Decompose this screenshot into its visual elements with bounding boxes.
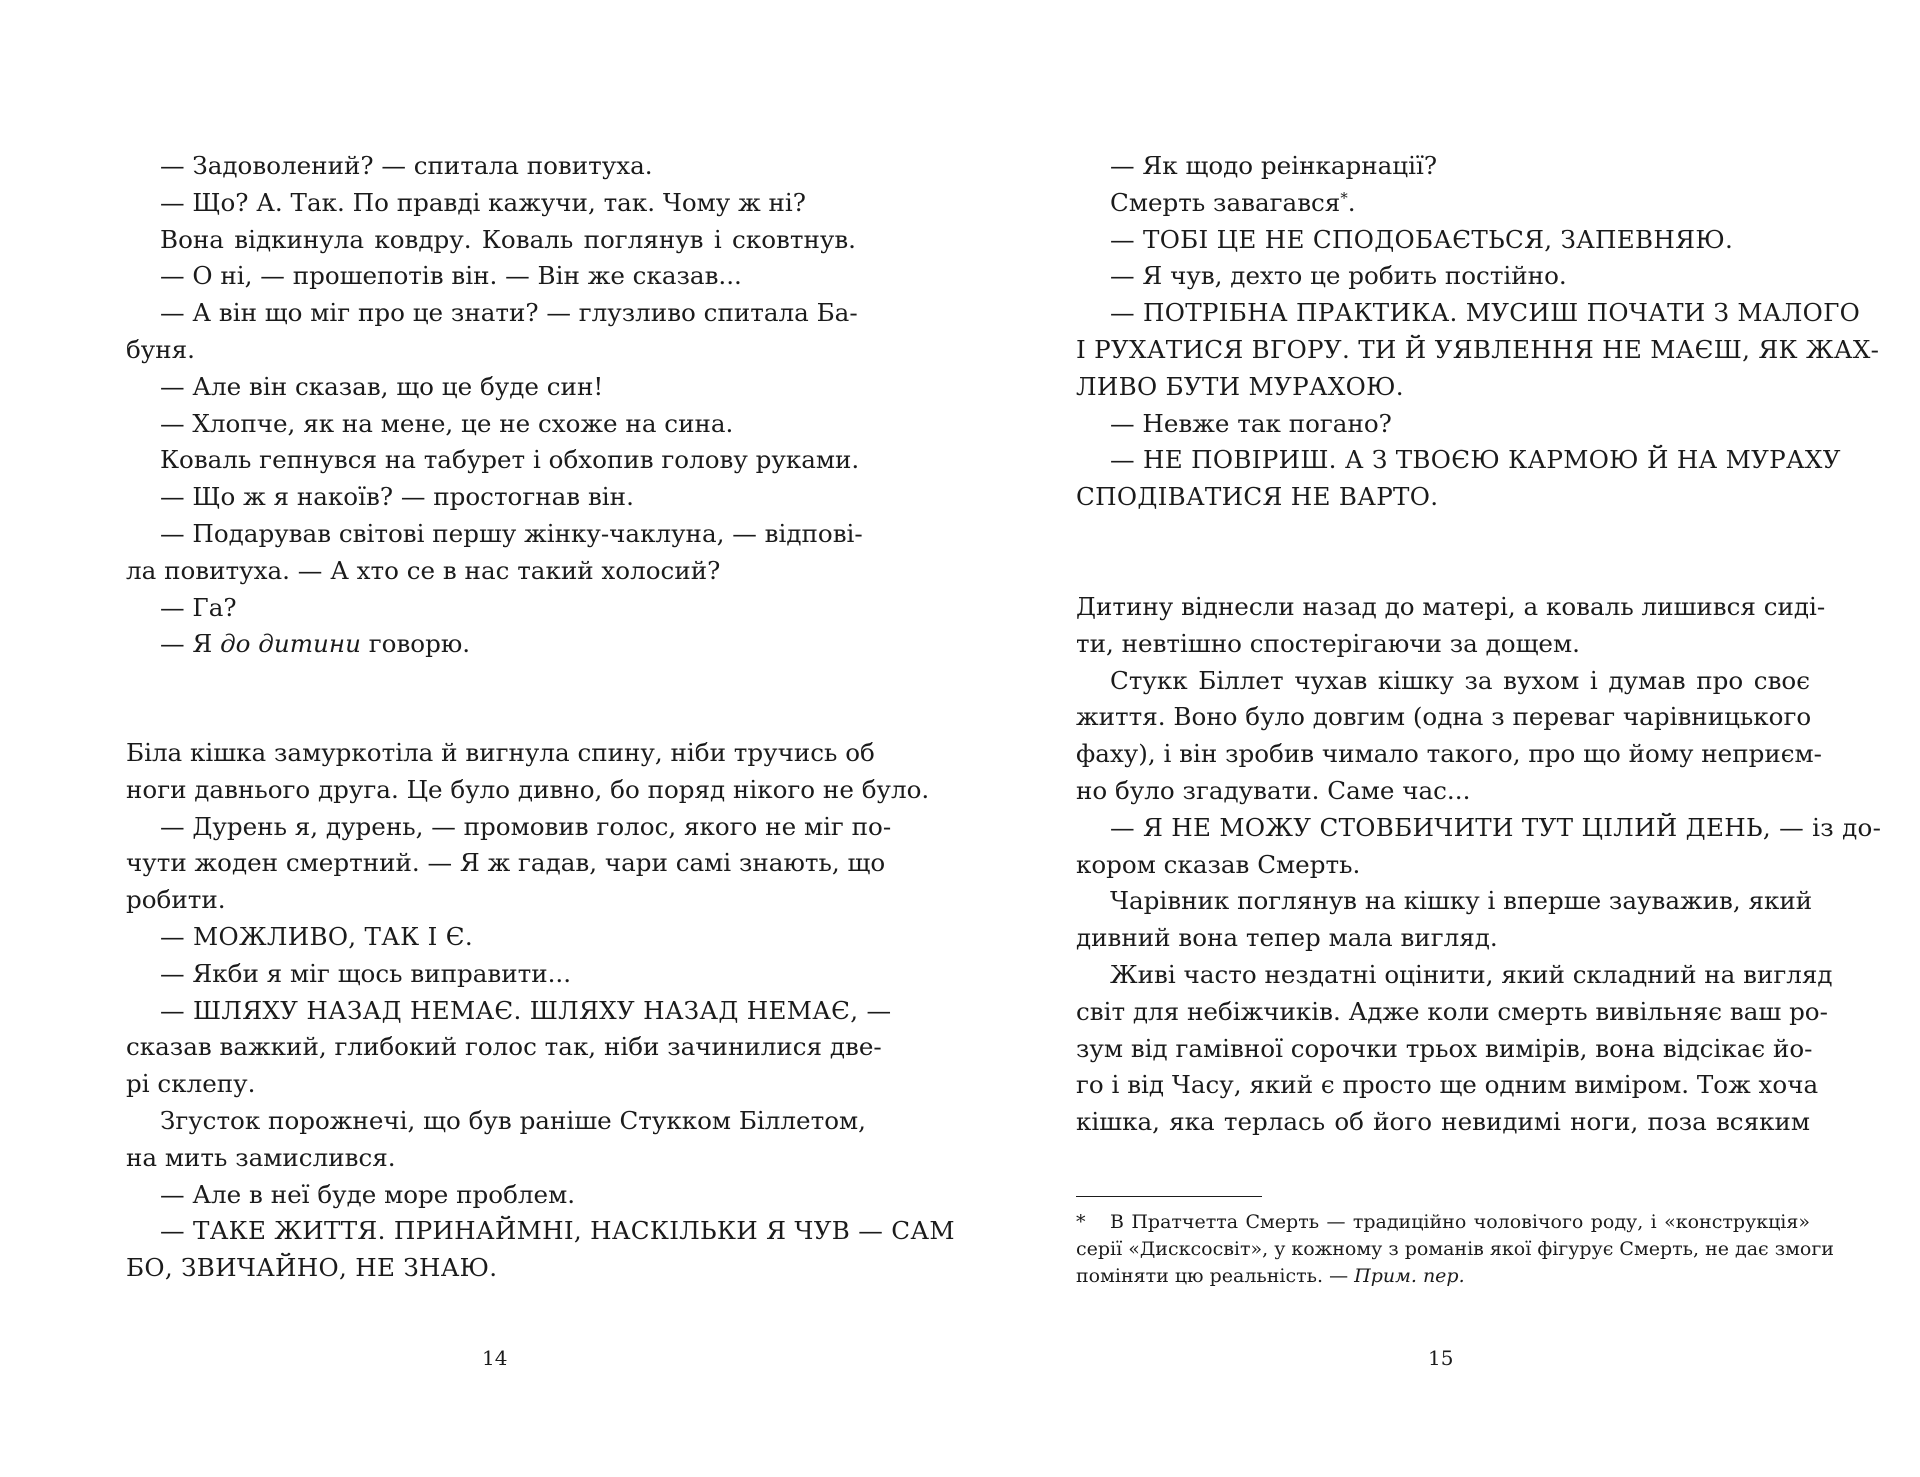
text-line: БО, ЗВИЧАЙНО, НЕ ЗНАЮ.: [126, 1253, 498, 1283]
text-line: — А він що міг про це знати? — глузливо спитала Ба-: [160, 298, 858, 328]
text-fragment: говорю.: [360, 629, 471, 659]
left-bottom-text: [126, 735, 955, 1287]
text-line: Живі часто нездатні оцінити, який складний на вигляд: [1110, 959, 1833, 989]
text-line: Дитину віднесли назад до матері, а коваль лишився сиді-: [1076, 592, 1826, 621]
text-line: — МОЖЛИВО, ТАК І Є.: [160, 921, 473, 951]
text-line: — ПОТРІБНА ПРАКТИКА. МУСИШ ПОЧАТИ З МАЛОГО: [1110, 298, 1861, 328]
text-line: — Але в неї буде море проблем.: [160, 1179, 576, 1209]
footnote-mark: *: [1076, 1211, 1086, 1233]
text-line: — Що ж я накоїв? — простогнав він.: [160, 482, 634, 512]
text-line: дивний вона тепер мала вигляд.: [1076, 923, 1498, 953]
text-line: кішка, яка терлась об його невидимі ноги, поза всяким: [1076, 1107, 1810, 1137]
footnote-text: поміняти цю реальність. —: [1076, 1265, 1355, 1287]
text-fragment: Смерть завагався: [1110, 187, 1341, 217]
left-top-text: [126, 148, 863, 663]
text-line: на мить замислився.: [126, 1142, 396, 1172]
text-line: сказав важкий, глибокий голос так, ніби зачинилися две-: [126, 1032, 882, 1062]
text-line: [1076, 185, 1810, 222]
text-line: — Я чув, дехто це робить постійно.: [1110, 261, 1567, 291]
text-line: рі склепу.: [126, 1069, 256, 1099]
text-line: СПОДІВАТИСЯ НЕ ВАРТО.: [1076, 482, 1439, 512]
footnote-line: [1076, 1209, 1810, 1236]
footnote-divider: [1076, 1196, 1262, 1197]
italic-text: до дитини: [220, 629, 361, 659]
footnote: [1076, 1209, 1834, 1290]
text-line: ла повитуха. — А хто се в нас такий холосий?: [126, 555, 721, 585]
footnote-mark: *: [1340, 189, 1348, 207]
text-line: — Я НЕ МОЖУ СТОВБИЧИТИ ТУТ ЦІЛИЙ ДЕНЬ, — із до-: [1110, 812, 1882, 842]
text-line: робити.: [126, 885, 226, 915]
text-line: — Але він сказав, що це буде син!: [160, 371, 604, 401]
page-number: 14: [482, 1346, 508, 1370]
text-line: — ТАКЕ ЖИТТЯ. ПРИНАЙМНІ, НАСКІЛЬКИ Я ЧУВ — САМ: [160, 1216, 955, 1246]
right-page: [1076, 0, 1882, 1477]
text-line: Коваль гепнувся на табурет і обхопив голову руками.: [160, 445, 860, 475]
text-line: Біла кішка замуркотіла й вигнула спину, ніби тручись об: [126, 738, 875, 767]
right-bottom-text: [1076, 589, 1882, 1141]
footnote-line: серії «Дисксосвіт», у кожному з романів якої фігурує Смерть, не дає змоги: [1076, 1238, 1834, 1260]
text-line: — О ні, — прошепотів він. — Він же сказав...: [160, 261, 742, 291]
text-line: — НЕ ПОВІРИШ. А З ТВОЄЮ КАРМОЮ Й НА МУРАХУ: [1110, 445, 1841, 475]
text-line: Згусток порожнечі, що був раніше Стукком Біллетом,: [160, 1105, 866, 1135]
text-line: — ТОБІ ЦЕ НЕ СПОДОБАЄТЬСЯ, ЗАПЕВНЯЮ.: [1110, 224, 1734, 254]
text-line: — ШЛЯХУ НАЗАД НЕМАЄ. ШЛЯХУ НАЗАД НЕМАЄ, —: [160, 995, 892, 1025]
text-line: Стукк Біллет чухав кішку за вухом і думав про своє: [1110, 665, 1810, 695]
text-line: І РУХАТИСЯ ВГОРУ. ТИ Й УЯВЛЕННЯ НЕ МАЄШ, ЯК ЖАХ-: [1076, 334, 1880, 364]
text-line: го і від Часу, який є просто ще одним виміром. Тож хоча: [1076, 1070, 1819, 1100]
text-fragment: — Я: [160, 629, 221, 659]
text-line: — Як щодо реінкарнації?: [1110, 151, 1438, 180]
text-line: — Якби я міг щось виправити...: [160, 958, 572, 988]
text-line: — Подарував світові першу жінку-чаклуна, — відпові-: [160, 518, 863, 548]
text-line: фаху), і він зробив чимало такого, про що йому неприєм-: [1076, 739, 1822, 769]
text-line: Вона відкинула ковдру. Коваль поглянув і сковтнув.: [160, 224, 856, 254]
right-top-text: [1076, 148, 1880, 516]
text-line: [126, 626, 856, 663]
text-line: ЛИВО БУТИ МУРАХОЮ.: [1076, 371, 1404, 401]
text-line: — Що? А. Так. По правді кажучи, так. Чому ж ні?: [160, 187, 806, 217]
text-line: ти, невтішно спостерігаючи за дощем.: [1076, 628, 1580, 658]
page-number: 15: [1428, 1346, 1454, 1370]
text-line: світ для небіжчиків. Адже коли смерть вивільняє ваш ро-: [1076, 996, 1828, 1026]
text-line: кором сказав Смерть.: [1076, 849, 1361, 879]
text-line: Чарівник поглянув на кішку і вперше зауважив, який: [1110, 886, 1813, 916]
text-line: ноги давнього друга. Це було дивно, бо поряд нікого не було.: [126, 774, 930, 804]
text-line: буня.: [126, 334, 196, 364]
footnote-line: [1076, 1263, 1810, 1290]
footnote-text: В Пратчетта Смерть — традиційно чоловічого роду, і «конструкція»: [1110, 1211, 1810, 1233]
text-line: — Задоволений? — спитала повитуха.: [160, 151, 653, 180]
text-line: — Невже так погано?: [1110, 408, 1392, 438]
footnote-italic: Прим. пер.: [1354, 1265, 1465, 1287]
text-line: — Дурень я, дурень, — промовив голос, якого не міг по-: [160, 811, 892, 841]
text-line: — Хлопче, як на мене, це не схоже на сина.: [160, 408, 734, 438]
text-line: зум від гамівної сорочки трьох вимірів, вона відсікає йо-: [1076, 1033, 1813, 1063]
text-fragment: .: [1347, 187, 1356, 217]
text-line: — Га?: [160, 592, 237, 622]
left-page: [126, 0, 955, 1477]
text-line: життя. Воно було довгим (одна з переваг чарівницького: [1076, 702, 1812, 732]
text-line: чути жоден смертний. — Я ж гадав, чари самі знають, що: [126, 848, 886, 878]
text-line: но було згадувати. Саме час...: [1076, 775, 1471, 805]
